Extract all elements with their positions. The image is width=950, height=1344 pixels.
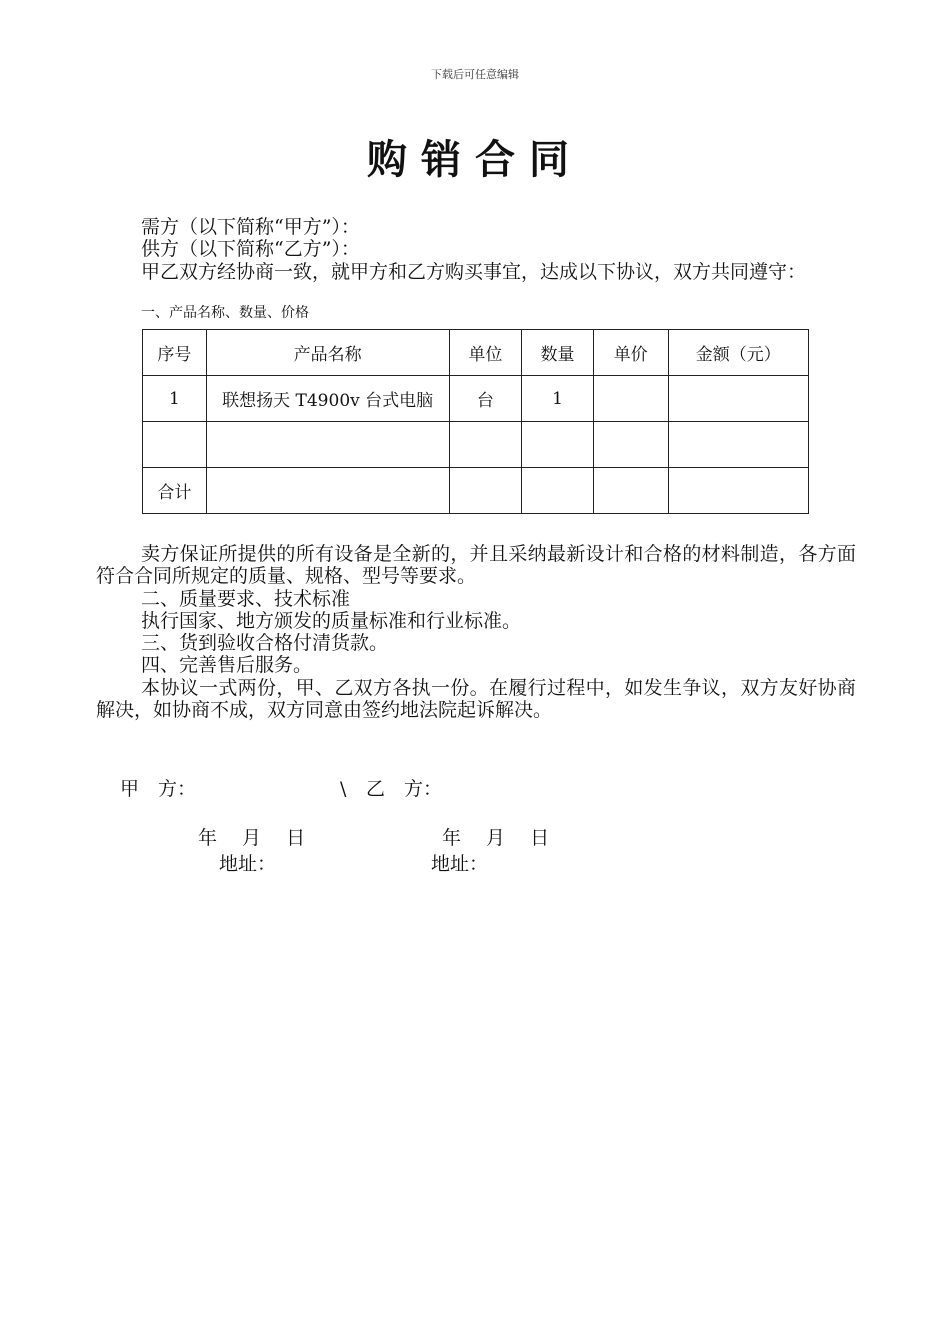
table-cell bbox=[206, 468, 449, 514]
product-table bbox=[142, 329, 809, 514]
header-cell-unit-price: 单价 bbox=[593, 330, 668, 376]
header-cell-product: 产品名称 bbox=[206, 330, 449, 376]
section-2-text: 执行国家、地方颁发的质量标准和行业标准。 bbox=[141, 610, 522, 632]
table-cell: 联想扬天 T4900v 台式电脑 bbox=[206, 376, 449, 422]
table-cell bbox=[668, 422, 808, 468]
table-cell bbox=[206, 422, 449, 468]
party-b-date: 年 月 日 bbox=[442, 827, 550, 849]
table-row bbox=[143, 376, 809, 422]
table-cell bbox=[522, 422, 594, 468]
section-2-heading: 二、质量要求、技术标准 bbox=[141, 588, 351, 610]
table-cell bbox=[593, 468, 668, 514]
header-note: 下载后可任意编辑 bbox=[431, 68, 519, 81]
header-cell-amount: 金额（元） bbox=[668, 330, 808, 376]
table-cell: 1 bbox=[522, 376, 594, 422]
table-cell: 1 bbox=[143, 376, 207, 422]
party-a-date: 年 月 日 bbox=[198, 827, 306, 849]
table-header-row bbox=[143, 330, 809, 376]
table-cell bbox=[449, 468, 522, 514]
party-b-address: 地址： bbox=[431, 853, 489, 875]
table-total-row bbox=[143, 468, 809, 514]
header-cell-quantity: 数量 bbox=[522, 330, 594, 376]
total-label-cell: 合计 bbox=[143, 468, 207, 514]
section-1-heading: 一、产品名称、数量、价格 bbox=[141, 305, 309, 321]
table-row bbox=[143, 422, 809, 468]
table-cell bbox=[668, 376, 808, 422]
table-cell bbox=[143, 422, 207, 468]
table-cell bbox=[522, 468, 594, 514]
party-a-address: 地址： bbox=[219, 853, 277, 875]
warranty-paragraph: 卖方保证所提供的所有设备是全新的，并且采纳最新设计和合格的材料制造，各方面符合合同所规定的质量、规格、型号等要求。 bbox=[96, 543, 856, 587]
intro-paragraph: 甲乙双方经协商一致，就甲方和乙方购买事宜，达成以下协议，双方共同遵守： bbox=[141, 261, 807, 283]
section-4-heading: 四、完善售后服务。 bbox=[141, 654, 313, 676]
table-cell: 台 bbox=[449, 376, 522, 422]
section-3-heading: 三、货到验收合格付清货款。 bbox=[141, 632, 389, 654]
party-b-label: 乙 方： bbox=[366, 778, 443, 800]
party-a-label: 甲 方： bbox=[120, 778, 197, 800]
signature-separator: \ bbox=[340, 778, 347, 800]
document-title: 购销合同 bbox=[367, 136, 583, 183]
table-cell bbox=[593, 376, 668, 422]
buyer-line: 需方（以下简称“甲方”）： bbox=[141, 216, 360, 238]
closing-paragraph: 本协议一式两份，甲、乙双方各执一份。在履行过程中，如发生争议，双方友好协商解决，如协商不成，双方同意由签约地法院起诉解决。 bbox=[96, 677, 856, 721]
table-cell bbox=[449, 422, 522, 468]
header-cell-unit: 单位 bbox=[449, 330, 522, 376]
table-cell bbox=[593, 422, 668, 468]
header-cell-index: 序号 bbox=[143, 330, 207, 376]
table-cell bbox=[668, 468, 808, 514]
seller-line: 供方（以下简称“乙方”）： bbox=[141, 238, 360, 260]
